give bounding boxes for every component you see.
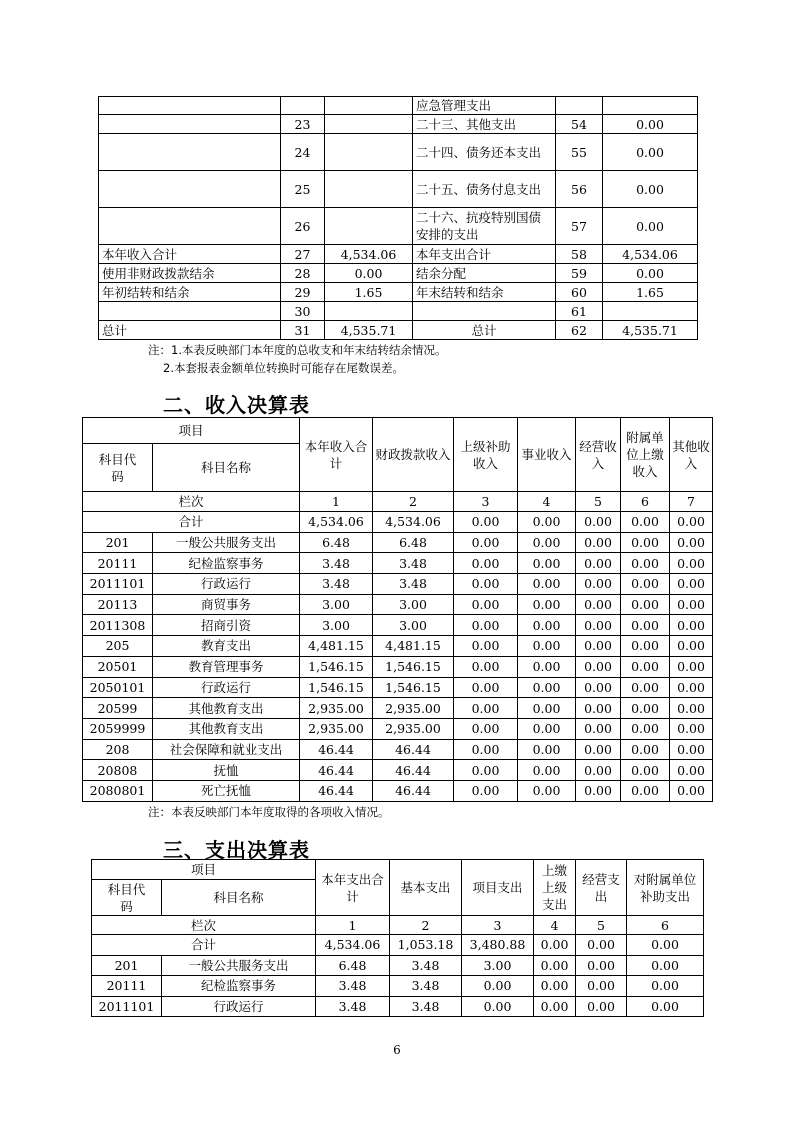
cell-value: 0.00	[670, 656, 713, 677]
row-number: 25	[281, 171, 325, 208]
cell-value: 0.00	[670, 760, 713, 781]
total-label: 合计	[92, 935, 316, 956]
row-value	[325, 115, 413, 134]
row-label: 结余分配	[413, 264, 556, 283]
table-row	[92, 955, 704, 976]
header-col: 财政拨款收入	[373, 418, 454, 492]
cell-value: 3.48	[316, 996, 390, 1017]
table-row	[83, 594, 713, 615]
row-value: 0.00	[603, 115, 698, 134]
cell-value: 1,053.18	[390, 935, 462, 956]
row-label	[99, 97, 281, 115]
row-label: 本年支出合计	[413, 245, 556, 264]
row-value: 4,535.71	[325, 321, 413, 340]
row-value: 1.65	[603, 283, 698, 302]
row-value: 4,534.06	[603, 245, 698, 264]
cell-value: 3.00	[300, 615, 373, 636]
cell-value: 3.48	[390, 976, 462, 997]
row-value	[325, 171, 413, 208]
cell-value: 46.44	[300, 780, 373, 801]
table-row	[92, 976, 704, 997]
subject-name: 死亡抚恤	[153, 780, 300, 801]
row-label: 二十五、债务付息支出	[413, 171, 556, 208]
cell-value: 0.00	[621, 553, 670, 574]
cell-value: 0.00	[621, 760, 670, 781]
table-row	[83, 512, 713, 533]
cell-value: 1,546.15	[300, 656, 373, 677]
cell-value: 2,935.00	[300, 718, 373, 739]
header-item: 项目	[83, 418, 300, 444]
row-label: 使用非财政拨款结余	[99, 264, 281, 283]
table-row	[83, 739, 713, 760]
cell-value: 0.00	[621, 677, 670, 698]
cell-value: 0.00	[462, 976, 534, 997]
row-value	[603, 97, 698, 115]
table-row	[99, 115, 698, 134]
cell-value: 3.48	[300, 574, 373, 595]
cell-value: 0.00	[454, 760, 518, 781]
subject-name: 一般公共服务支出	[153, 532, 300, 553]
income-note: 注：本表反映部门本年度取得的各项收入情况。	[148, 805, 390, 819]
cell-value: 0.00	[670, 739, 713, 760]
header-col: 经营收入	[576, 418, 621, 492]
subject-name: 其他教育支出	[153, 718, 300, 739]
cell-value: 4,481.15	[373, 636, 454, 657]
row-value: 0.00	[603, 264, 698, 283]
subject-name: 教育支出	[153, 636, 300, 657]
cell-value: 0.00	[670, 636, 713, 657]
subject-name: 纪检监察事务	[162, 976, 316, 997]
cell-value: 0.00	[576, 996, 627, 1017]
table-row	[83, 677, 713, 698]
row-number: 23	[281, 115, 325, 134]
header-col: 经营支出	[576, 860, 627, 916]
cell-value: 0.00	[518, 656, 576, 677]
row-number: 26	[281, 208, 325, 245]
row-value	[325, 97, 413, 115]
subject-code: 2011101	[92, 996, 162, 1017]
table1-note-1: 注：1.本表反映部门本年度的总收支和年末结转结余情况。	[148, 343, 447, 357]
subject-name: 社会保障和就业支出	[153, 739, 300, 760]
cell-value: 0.00	[576, 698, 621, 719]
cell-value: 0.00	[454, 574, 518, 595]
cell-value: 0.00	[576, 955, 627, 976]
subject-code: 205	[83, 636, 153, 657]
cell-value: 3.48	[390, 955, 462, 976]
table-row	[83, 780, 713, 801]
cell-value: 0.00	[621, 656, 670, 677]
cell-value: 3.00	[373, 594, 454, 615]
column-number: 1	[300, 492, 373, 512]
header-item: 项目	[92, 860, 316, 880]
cell-value: 3.00	[462, 955, 534, 976]
subject-name: 其他教育支出	[153, 698, 300, 719]
header-name: 科目名称	[153, 444, 300, 492]
row-value	[603, 302, 698, 321]
income-table	[82, 417, 713, 802]
subject-code: 201	[92, 955, 162, 976]
cell-value: 0.00	[518, 574, 576, 595]
cell-value: 0.00	[518, 615, 576, 636]
cell-value: 0.00	[518, 532, 576, 553]
row-label: 本年收入合计	[99, 245, 281, 264]
subject-code: 2011308	[83, 615, 153, 636]
cell-value: 1,546.15	[300, 677, 373, 698]
row-label	[99, 115, 281, 134]
cell-value: 0.00	[534, 955, 576, 976]
cell-value: 0.00	[621, 780, 670, 801]
table-row	[99, 245, 698, 264]
header-col: 事业收入	[518, 418, 576, 492]
subject-code: 2050101	[83, 677, 153, 698]
cell-value: 0.00	[518, 760, 576, 781]
row-value: 0.00	[325, 264, 413, 283]
table-row	[83, 656, 713, 677]
subject-name: 教育管理事务	[153, 656, 300, 677]
subject-name: 招商引资	[153, 615, 300, 636]
row-number	[281, 97, 325, 115]
cell-value: 0.00	[454, 512, 518, 533]
cell-value: 0.00	[454, 532, 518, 553]
row-number: 31	[281, 321, 325, 340]
header-col: 本年收入合计	[300, 418, 373, 492]
cell-value: 3.48	[300, 553, 373, 574]
table-row	[83, 760, 713, 781]
cell-value: 0.00	[621, 532, 670, 553]
row-number: 54	[556, 115, 603, 134]
cell-value: 0.00	[670, 780, 713, 801]
cell-value: 4,481.15	[300, 636, 373, 657]
row-number: 59	[556, 264, 603, 283]
column-number: 3	[462, 916, 534, 935]
subject-code: 20808	[83, 760, 153, 781]
column-number: 7	[670, 492, 713, 512]
cell-value: 0.00	[576, 760, 621, 781]
subject-name: 行政运行	[153, 677, 300, 698]
column-number: 5	[576, 492, 621, 512]
row-value: 4,535.71	[603, 321, 698, 340]
column-number: 2	[390, 916, 462, 935]
cell-value: 0.00	[454, 698, 518, 719]
row-number: 60	[556, 283, 603, 302]
cell-value: 0.00	[670, 512, 713, 533]
row-value: 0.00	[603, 208, 698, 245]
cell-value: 0.00	[454, 780, 518, 801]
subject-code: 201	[83, 532, 153, 553]
expense-table	[91, 859, 704, 1017]
cell-value: 0.00	[576, 636, 621, 657]
cell-value: 3.48	[390, 996, 462, 1017]
column-number: 2	[373, 492, 454, 512]
cell-value: 0.00	[627, 955, 704, 976]
row-number	[556, 97, 603, 115]
subject-name: 商贸事务	[153, 594, 300, 615]
cell-value: 0.00	[576, 976, 627, 997]
cell-value: 0.00	[518, 594, 576, 615]
row-label	[99, 134, 281, 171]
cell-value: 3,480.88	[462, 935, 534, 956]
cell-value: 3.48	[373, 574, 454, 595]
cell-value: 0.00	[534, 976, 576, 997]
row-label: 应急管理支出	[413, 97, 556, 115]
column-number: 4	[518, 492, 576, 512]
header-lanci: 栏次	[83, 492, 300, 512]
subject-code: 2059999	[83, 718, 153, 739]
subject-name: 纪检监察事务	[153, 553, 300, 574]
header-name: 科目名称	[162, 880, 316, 916]
total-label: 合计	[83, 512, 300, 533]
cell-value: 0.00	[534, 935, 576, 956]
cell-value: 0.00	[621, 574, 670, 595]
row-value	[325, 134, 413, 171]
row-value	[325, 302, 413, 321]
subject-name: 行政运行	[153, 574, 300, 595]
row-number: 29	[281, 283, 325, 302]
cell-value: 0.00	[670, 718, 713, 739]
cell-value: 0.00	[454, 718, 518, 739]
row-value	[325, 208, 413, 245]
header-col: 基本支出	[390, 860, 462, 916]
cell-value: 0.00	[627, 976, 704, 997]
cell-value: 0.00	[576, 718, 621, 739]
cell-value: 0.00	[454, 739, 518, 760]
row-value: 0.00	[603, 134, 698, 171]
row-number: 58	[556, 245, 603, 264]
cell-value: 6.48	[373, 532, 454, 553]
subject-code: 20113	[83, 594, 153, 615]
expense-section-title: 三、支出决算表	[163, 838, 310, 862]
income-section-title: 二、收入决算表	[163, 393, 310, 417]
cell-value: 2,935.00	[300, 698, 373, 719]
cell-value: 46.44	[300, 760, 373, 781]
column-number: 4	[534, 916, 576, 935]
header-lanci: 栏次	[92, 916, 316, 935]
cell-value: 0.00	[518, 512, 576, 533]
row-value: 1.65	[325, 283, 413, 302]
subject-code: 2011101	[83, 574, 153, 595]
subject-code: 20111	[92, 976, 162, 997]
cell-value: 0.00	[576, 553, 621, 574]
cell-value: 3.00	[373, 615, 454, 636]
header-col: 上缴上级支出	[534, 860, 576, 916]
cell-value: 0.00	[576, 739, 621, 760]
cell-value: 2,935.00	[373, 718, 454, 739]
table-row	[83, 553, 713, 574]
row-label	[99, 208, 281, 245]
cell-value: 0.00	[670, 698, 713, 719]
page-number: 6	[393, 1043, 401, 1057]
cell-value: 0.00	[621, 739, 670, 760]
cell-value: 0.00	[518, 698, 576, 719]
subject-code: 2080801	[83, 780, 153, 801]
table-row	[99, 302, 698, 321]
cell-value: 0.00	[576, 935, 627, 956]
row-label: 总计	[413, 321, 556, 340]
table-row	[99, 321, 698, 340]
row-number: 24	[281, 134, 325, 171]
cell-value: 0.00	[670, 553, 713, 574]
cell-value: 0.00	[454, 677, 518, 698]
row-label: 年末结转和结余	[413, 283, 556, 302]
cell-value: 0.00	[454, 636, 518, 657]
row-label: 年初结转和结余	[99, 283, 281, 302]
cell-value: 0.00	[462, 996, 534, 1017]
row-number: 56	[556, 171, 603, 208]
row-number: 27	[281, 245, 325, 264]
row-value: 4,534.06	[325, 245, 413, 264]
column-number: 6	[621, 492, 670, 512]
cell-value: 0.00	[670, 574, 713, 595]
table-row	[99, 97, 698, 115]
cell-value: 0.00	[576, 615, 621, 636]
cell-value: 0.00	[518, 636, 576, 657]
cell-value: 0.00	[576, 677, 621, 698]
cell-value: 0.00	[621, 594, 670, 615]
cell-value: 4,534.06	[300, 512, 373, 533]
table-row	[99, 283, 698, 302]
cell-value: 0.00	[670, 532, 713, 553]
table-row	[83, 615, 713, 636]
table-row	[92, 996, 704, 1017]
row-number: 30	[281, 302, 325, 321]
row-label: 二十四、债务还本支出	[413, 134, 556, 171]
row-value: 0.00	[603, 171, 698, 208]
header-col: 附属单位上缴收入	[621, 418, 670, 492]
cell-value: 6.48	[300, 532, 373, 553]
subject-name: 行政运行	[162, 996, 316, 1017]
header-col: 其他收入	[670, 418, 713, 492]
cell-value: 0.00	[454, 656, 518, 677]
cell-value: 1,546.15	[373, 677, 454, 698]
header-col: 项目支出	[462, 860, 534, 916]
table1-note-2: 2.本套报表金额单位转换时可能存在尾数误差。	[163, 361, 404, 375]
cell-value: 46.44	[300, 739, 373, 760]
cell-value: 4,534.06	[316, 935, 390, 956]
cell-value: 2,935.00	[373, 698, 454, 719]
cell-value: 0.00	[621, 636, 670, 657]
cell-value: 46.44	[373, 780, 454, 801]
cell-value: 0.00	[534, 996, 576, 1017]
cell-value: 3.48	[373, 553, 454, 574]
cell-value: 0.00	[576, 512, 621, 533]
cell-value: 6.48	[316, 955, 390, 976]
row-label: 二十三、其他支出	[413, 115, 556, 134]
subject-name: 一般公共服务支出	[162, 955, 316, 976]
cell-value: 0.00	[518, 553, 576, 574]
header-code: 科目代码	[92, 880, 162, 916]
cell-value: 46.44	[373, 739, 454, 760]
row-number: 62	[556, 321, 603, 340]
subject-code: 20599	[83, 698, 153, 719]
cell-value: 0.00	[576, 594, 621, 615]
header-col: 上级补助收入	[454, 418, 518, 492]
cell-value: 0.00	[621, 698, 670, 719]
table-row	[83, 718, 713, 739]
cell-value: 46.44	[373, 760, 454, 781]
column-number: 5	[576, 916, 627, 935]
subject-code: 20501	[83, 656, 153, 677]
row-label: 二十六、抗疫特别国债安排的支出	[413, 208, 556, 245]
row-label	[99, 171, 281, 208]
cell-value: 0.00	[518, 780, 576, 801]
cell-value: 4,534.06	[373, 512, 454, 533]
row-label	[413, 302, 556, 321]
table-row	[83, 574, 713, 595]
cell-value: 0.00	[670, 615, 713, 636]
row-number: 61	[556, 302, 603, 321]
subject-name: 抚恤	[153, 760, 300, 781]
cell-value: 0.00	[576, 532, 621, 553]
table-row	[92, 935, 704, 956]
row-number: 55	[556, 134, 603, 171]
balance-table	[98, 96, 698, 340]
subject-code: 20111	[83, 553, 153, 574]
header-code: 科目代码	[83, 444, 153, 492]
cell-value: 0.00	[518, 739, 576, 760]
cell-value: 0.00	[627, 935, 704, 956]
row-number: 28	[281, 264, 325, 283]
cell-value: 0.00	[518, 677, 576, 698]
cell-value: 0.00	[621, 718, 670, 739]
cell-value: 0.00	[670, 677, 713, 698]
cell-value: 0.00	[454, 553, 518, 574]
column-number: 3	[454, 492, 518, 512]
cell-value: 3.00	[300, 594, 373, 615]
cell-value: 0.00	[454, 615, 518, 636]
cell-value: 1,546.15	[373, 656, 454, 677]
row-label: 总计	[99, 321, 281, 340]
header-col: 本年支出合计	[316, 860, 390, 916]
table-row	[83, 636, 713, 657]
cell-value: 0.00	[621, 615, 670, 636]
cell-value: 0.00	[670, 594, 713, 615]
table-row	[83, 532, 713, 553]
cell-value: 0.00	[454, 594, 518, 615]
cell-value: 0.00	[627, 996, 704, 1017]
table-row	[83, 698, 713, 719]
header-col: 对附属单位补助支出	[627, 860, 704, 916]
column-number: 6	[627, 916, 704, 935]
table-row	[99, 208, 698, 245]
cell-value: 0.00	[576, 574, 621, 595]
row-label	[99, 302, 281, 321]
table-row	[99, 264, 698, 283]
subject-code: 208	[83, 739, 153, 760]
cell-value: 3.48	[316, 976, 390, 997]
cell-value: 0.00	[576, 656, 621, 677]
row-number: 57	[556, 208, 603, 245]
cell-value: 0.00	[621, 512, 670, 533]
column-number: 1	[316, 916, 390, 935]
cell-value: 0.00	[576, 780, 621, 801]
table-row	[99, 134, 698, 171]
cell-value: 0.00	[518, 718, 576, 739]
table-row	[99, 171, 698, 208]
